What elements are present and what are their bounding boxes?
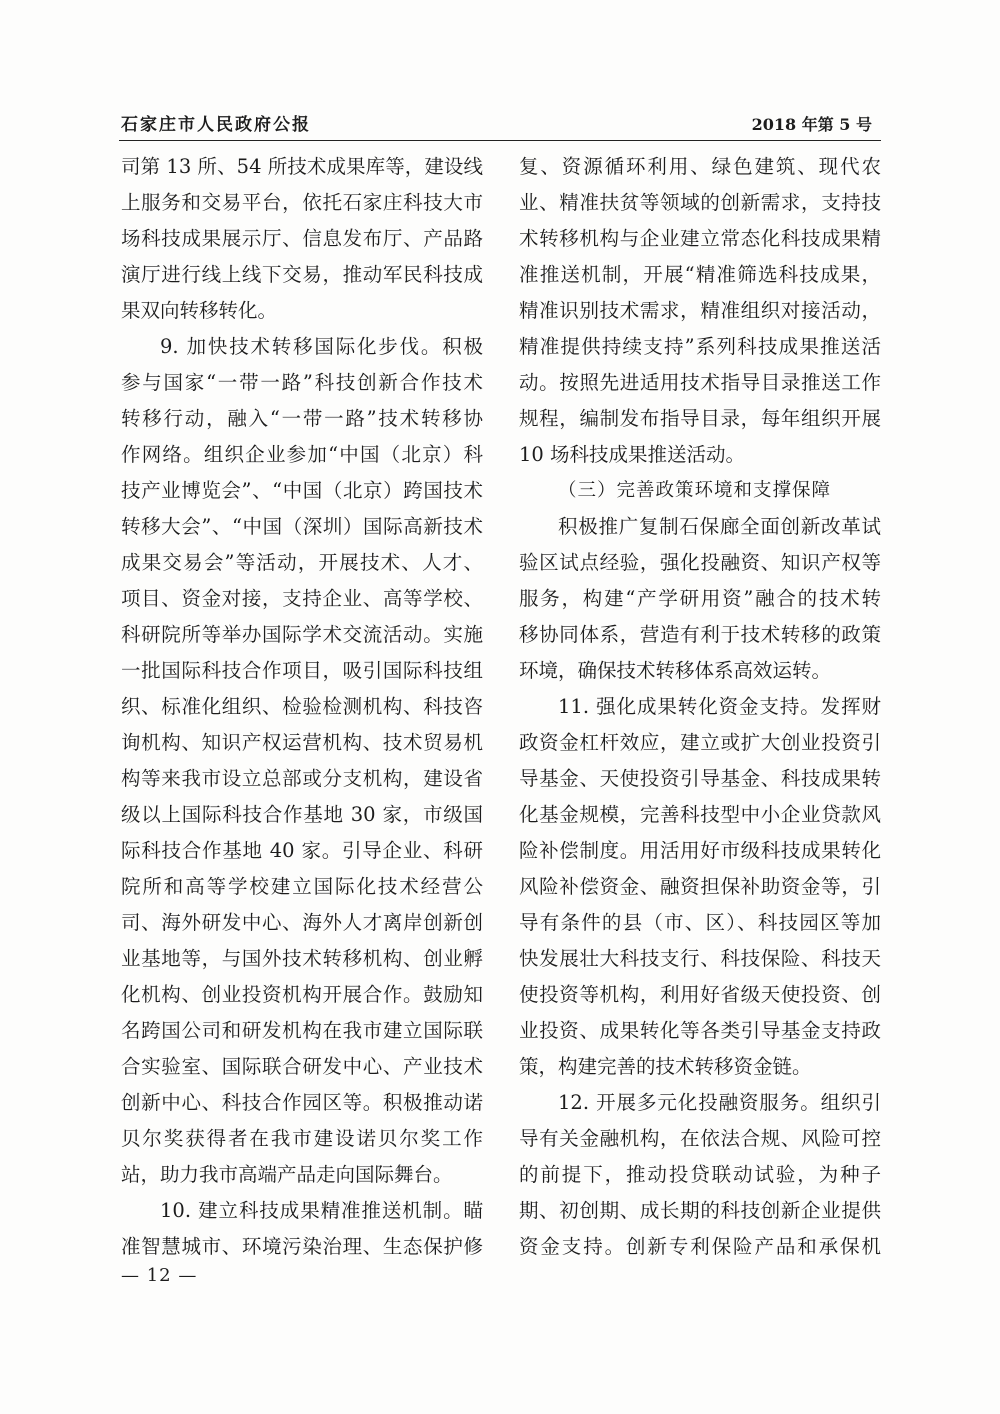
body-line: 准推送机制，开展“精准筛选科技成果，: [519, 263, 881, 286]
right-column: [519, 149, 881, 1265]
body-line: 动。按照先进适用技术指导目录推送工作: [519, 371, 881, 394]
body-line: 询机构、知识产权运营机构、技术贸易机: [121, 731, 483, 754]
body-line: 验区试点经验，强化投融资、知识产权等: [519, 551, 881, 574]
body-line: 转移大会”、“中国（深圳）国际高新技术: [121, 515, 483, 538]
body-line: 积极推广复制石保廊全面创新改革试: [558, 515, 881, 538]
body-line: 科研院所等举办国际学术交流活动。实施: [121, 623, 483, 646]
body-line: 服务，构建“产学研用资”融合的技术转: [519, 587, 881, 610]
body-line: 精准识别技术需求，精准组织对接活动，: [519, 299, 881, 322]
body-line: 10. 建立科技成果精准推送机制。瞄: [160, 1199, 483, 1222]
body-line: 参与国家“一带一路”科技创新合作技术: [121, 371, 483, 394]
body-line: 技产业博览会”、“中国（北京）跨国技术: [121, 479, 483, 502]
body-line: 构等来我市设立总部或分支机构，建设省: [121, 767, 483, 790]
body-line: 术转移机构与企业建立常态化科技成果精: [519, 227, 881, 250]
body-line: 精准提供持续支持”系列科技成果推送活: [519, 335, 881, 358]
body-line: 的前提下，推动投贷联动试验，为种子: [519, 1163, 881, 1186]
body-line: 上服务和交易平台，依托石家庄科技大市: [121, 191, 483, 214]
body-line: 策，构建完善的技术转移资金链。: [519, 1055, 812, 1078]
body-line: 环境，确保技术转移体系高效运转。: [519, 659, 832, 682]
body-line: 织、标准化组织、检验检测机构、科技咨: [121, 695, 483, 718]
body-line: 准智慧城市、环境污染治理、生态保护修: [121, 1235, 483, 1258]
body-line: 一批国际科技合作项目，吸引国际科技组: [121, 659, 483, 682]
body-line: 使投资等机构，利用好省级天使投资、创: [519, 983, 881, 1006]
body-line: 司、海外研发中心、海外人才离岸创新创: [121, 911, 483, 934]
body-line: 际科技合作基地 40 家。引导企业、科研: [121, 839, 483, 862]
body-line: 成果交易会”等活动，开展技术、人才、: [121, 551, 483, 574]
body-line: 司第 13 所、54 所技术成果库等，建设线: [121, 155, 483, 178]
body-line: 站，助力我市高端产品走向国际舞台。: [121, 1163, 453, 1186]
body-line: 合实验室、国际联合研发中心、产业技术: [121, 1055, 483, 1078]
body-line: 导基金、天使投资引导基金、科技成果转: [519, 767, 881, 790]
body-line: 复、资源循环利用、绿色建筑、现代农: [519, 155, 881, 178]
body-line: 险补偿制度。用活用好市级科技成果转化: [519, 839, 881, 862]
body-line: 业投资、成果转化等各类引导基金支持政: [519, 1019, 881, 1042]
body-line: 化基金规模，完善科技型中小企业贷款风: [519, 803, 881, 826]
body-line: 作网络。组织企业参加“中国（北京）科: [121, 443, 483, 466]
body-line: 化机构、创业投资机构开展合作。鼓励知: [121, 983, 483, 1006]
body-line: 业基地等，与国外技术转移机构、创业孵: [121, 947, 483, 970]
body-line: 场科技成果展示厅、信息发布厅、产品路: [121, 227, 483, 250]
body-line: 资金支持。创新专利保险产品和承保机: [519, 1235, 881, 1258]
header-rule: [119, 140, 881, 141]
body-line: 演厅进行线上线下交易，推动军民科技成: [121, 263, 483, 286]
body-line: 期、初创期、成长期的科技创新企业提供: [519, 1199, 881, 1222]
gazette-title: 石家庄市人民政府公报: [121, 115, 311, 135]
body-line: 果双向转移转化。: [121, 299, 278, 322]
body-line: 贝尔奖获得者在我市建设诺贝尔奖工作: [121, 1127, 483, 1150]
body-line: 快发展壮大科技支行、科技保险、科技天: [519, 947, 881, 970]
body-line: 12. 开展多元化投融资服务。组织引: [558, 1091, 881, 1114]
issue-number: 2018 年第 5 号: [751, 115, 872, 134]
body-line: 9. 加快技术转移国际化步伐。积极: [160, 335, 483, 358]
body-line: 规程，编制发布指导目录，每年组织开展: [519, 407, 881, 430]
body-line: 导有条件的县（市、区）、科技园区等加: [519, 911, 881, 934]
body-line: 导有关金融机构，在依法合规、风险可控: [519, 1127, 881, 1150]
left-column: [121, 149, 483, 1265]
body-line: 转移行动，融入“一带一路”技术转移协: [121, 407, 483, 430]
body-line: 政资金杠杆效应，建立或扩大创业投资引: [519, 731, 881, 754]
body-line: 级以上国际科技合作基地 30 家，市级国: [121, 803, 483, 826]
body-line: 移协同体系，营造有利于技术转移的政策: [519, 623, 881, 646]
body-line: 名跨国公司和研发机构在我市建立国际联: [121, 1019, 483, 1042]
body-line: 业、精准扶贫等领域的创新需求，支持技: [519, 191, 881, 214]
page-number: — 12 —: [121, 1265, 198, 1286]
section-heading: （三）完善政策环境和支撑保障: [558, 480, 832, 501]
body-line: 11. 强化成果转化资金支持。发挥财: [558, 695, 881, 718]
body-line: 项目、资金对接，支持企业、高等学校、: [121, 587, 483, 610]
body-line: 10 场科技成果推送活动。: [519, 443, 746, 466]
body-line: 创新中心、科技合作园区等。积极推动诺: [121, 1091, 483, 1114]
body-line: 院所和高等学校建立国际化技术经营公: [121, 875, 483, 898]
body-line: 风险补偿资金、融资担保补助资金等，引: [519, 875, 881, 898]
